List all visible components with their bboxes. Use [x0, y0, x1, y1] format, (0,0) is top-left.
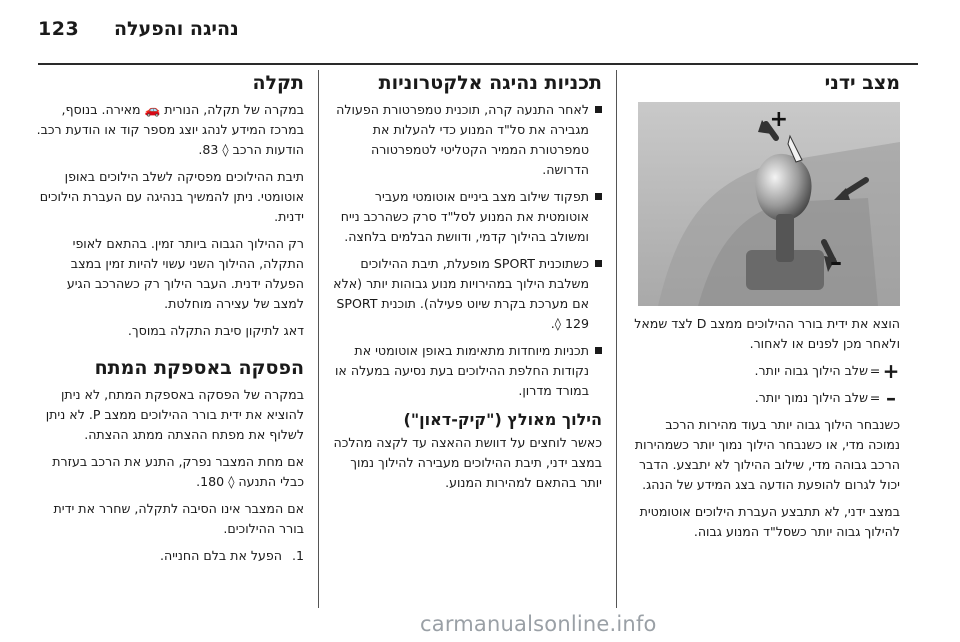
- page-number: 123: [38, 18, 80, 40]
- paragraph: במצב ידני, לא תתבצע העברת הילוכים אוטומטית להילוך גבוה יותר כשסל"ד המנוע גבוה.: [639, 504, 900, 539]
- legend-minus: – = שלב הילוך נמוך יותר.: [630, 388, 900, 408]
- gear-selector-figure: [638, 102, 900, 306]
- paragraph: כשנבחר הילוך גבוה יותר בעוד מהירות הרכב נמוכה מדי, או כשנבחר הילוך נמוך יותר כשמהירות הרכב גבוהה מדי, שילוב ההילוך לא יתבצע. הדבר יכול לגרום להופעת הודעה בצג המידע של הנהג.: [634, 417, 900, 492]
- header-divider: [38, 63, 918, 65]
- power-interruption-heading: הפסקה באספקת המתח: [94, 357, 304, 379]
- paragraph: אם המצבר אינו הסיבה לתקלה, שחרר את ידית בורר ההילוכים.: [53, 501, 304, 536]
- manual-mode-caption: הוצא את ידית בורר ההילוכים ממצב D לצד שמאל ולאחר מכן לפנים או לאחור.: [634, 316, 900, 351]
- drive-programs-heading: תכניות נהיגה אלקטרוניות: [378, 72, 602, 94]
- list-item: כשתוכנית SPORT מופעלת, תיבת ההילוכים משלבת הילוך במהירויות מנוע גבוהות יותר (אלא אם מערכת בקרת שיוט פעילה). תוכנית SPORT ◊ 129.: [332, 254, 602, 334]
- list-item: לאחר התנעה קרה, תוכנית טמפרטורת הפעולה מגבירה את סל"ד המנוע כדי להעלות את טמפרטורת הממיר הקטליטי לטמפרטורה הדרושה.: [332, 100, 602, 180]
- paragraph: אם מחת המצבר נפרק, התנע את הרכב בעזרת כבלי התנעה ◊ 180.: [52, 454, 304, 489]
- chapter-title: נהיגה והפעלה: [114, 18, 239, 40]
- fault-heading: תקלה: [252, 72, 304, 94]
- manual-mode-column: [630, 70, 900, 549]
- bullet-square-icon: [595, 260, 602, 267]
- gear-lever-illustration: [638, 102, 900, 306]
- bullet-square-icon: [595, 347, 602, 354]
- paragraph: רק ההילוך הגבוה ביותר זמין. בהתאם לאופי התקלה, ההילוך השני עשוי להיות זמין במצב הפעלה ידנית. העבר הילוך רק כשהרכב הגיע למצב של עצירה מוחלטת.: [66, 236, 304, 311]
- svg-text:+: +: [769, 107, 788, 132]
- bullet-square-icon: [595, 193, 602, 200]
- numbered-step: 1.הפעל את בלם החנייה.: [160, 548, 304, 563]
- page-header: [0, 8, 960, 52]
- paragraph: תיבת ההילוכים מפסיקה לשלב הילוכים באופן אוטומטי. ניתן להמשיך בנהיגה עם העברת הילוכים ידנית.: [39, 169, 304, 224]
- column-divider: [616, 70, 617, 608]
- bullet-square-icon: [595, 106, 602, 113]
- watermark: carmanualsonline.info: [420, 612, 657, 636]
- list-item: תפקוד שילוב מצב ביניים אוטומטי מעביר אוטומטית את המנוע לסל"ד סרק כשהרכב נייח ומשולב בהילוך קדמי, ודוושת הבלמים בלחצה.: [332, 187, 602, 247]
- manual-mode-heading: מצב ידני: [824, 72, 900, 94]
- kickdown-paragraph: כאשר לוחצים על דוושת ההאצה עד לקצה מהלכה במצב ידני, תיבת ההילוכים מעבירה להילוך נמוך יותר בהתאם למהירות המנוע.: [333, 435, 602, 490]
- paragraph: במקרה של הפסקה באספקת המתח, לא ניתן להוציא את ידית בורר ההילוכים ממצב P. לא ניתן לשלוף את מפתח ההצתה ממתג ההצתה.: [45, 387, 304, 442]
- paragraph: במקרה של תקלה, הנורית 🚗 מאירה. בנוסף, במרכז המידע לנהג יוצג מספר קוד או הודעת רכב. הודעות הרכב ◊ 83.: [36, 102, 304, 157]
- legend-text: שלב הילוך נמוך יותר.: [754, 390, 868, 405]
- list-item: תכניות מיוחדות מתאימות באופן אוטומטי את נקודות החלפת ההילוכים בעת נסיעה במעלה או במורד מדרון.: [332, 341, 602, 401]
- fault-column: [36, 70, 304, 566]
- svg-text:–: –: [830, 248, 842, 276]
- drive-programs-column: [332, 70, 602, 500]
- drive-programs-list: [332, 100, 602, 401]
- kickdown-heading: הילוך מאולץ ("קיק-דאון"): [403, 410, 602, 429]
- legend-text: שלב הילוך גבוה יותר.: [754, 363, 868, 378]
- column-divider: [318, 70, 319, 608]
- plus-icon: +: [882, 359, 900, 383]
- minus-icon: –: [886, 386, 896, 410]
- paragraph: דאג לתיקון סיבת התקלה במוסך.: [127, 323, 304, 338]
- legend-plus: + = שלב הילוך גבוה יותר.: [754, 359, 900, 383]
